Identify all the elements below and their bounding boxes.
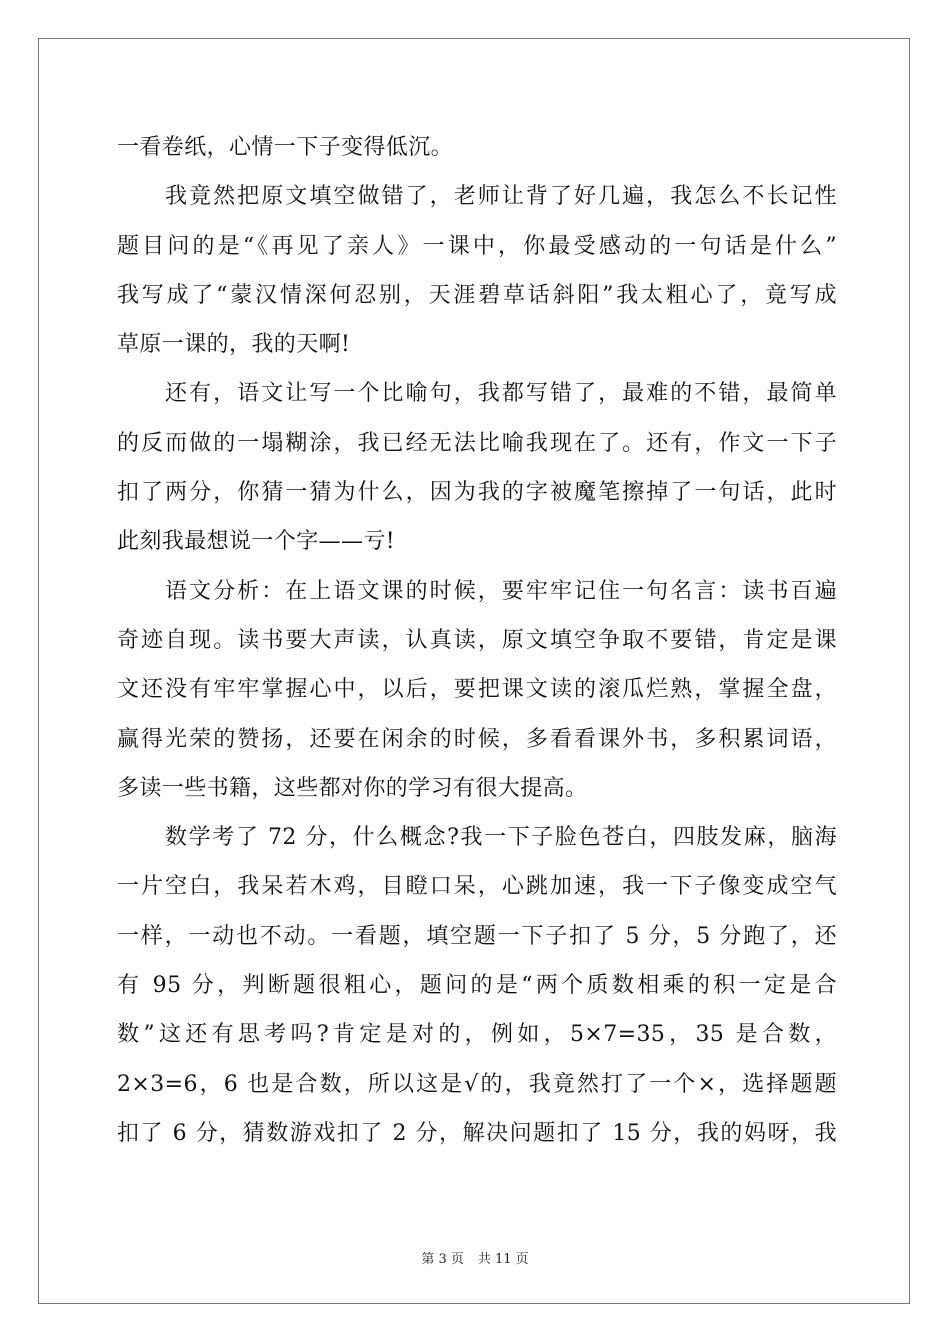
text-line: 一片空白，我呆若木鸡，目瞪口呆，心跳加速，我一下子像变成空气 <box>117 874 837 900</box>
text-line: 赢得光荣的赞扬，还要在闲余的时候，多看看课外书，多积累词语， <box>117 726 837 752</box>
text-line: 扣了两分，你猜一猜为什么，因为我的字被魔笔擦掉了一句话，此时 <box>117 480 837 506</box>
text-line: 我写成了“蒙汉情深何忍别，天涯碧草话斜阳”我太粗心了，竟写成 <box>117 282 837 308</box>
document-body <box>117 123 837 1158</box>
text-line: 草原一课的，我的天啊! <box>117 332 351 358</box>
text-line: 有 95 分，判断题很粗心，题问的是“两个质数相乘的积一定是合 <box>117 973 837 999</box>
text-line: 扣了 6 分，猜数游戏扣了 2 分，解决问题扣了 15 分，我的妈呀，我 <box>117 1120 837 1146</box>
text-line: 题目问的是“《再见了亲人》一课中，你最受感动的一句话是什么” <box>117 233 837 259</box>
page-footer <box>0 1248 950 1267</box>
text-line: 2×3=6，6 也是合数，所以这是√的，我竟然打了一个×，选择题题 <box>117 1071 837 1097</box>
page-total: 共 11 页 <box>477 1252 529 1267</box>
text-line: 我竟然把原文填空做错了，老师让背了好几遍，我怎么不长记性 <box>165 184 837 210</box>
text-line: 多读一些书籍，这些都对你的学习有很大提高。 <box>117 775 588 801</box>
text-line: 文还没有牢牢掌握心中，以后，要把课文读的滚瓜烂熟，掌握全盘， <box>117 677 837 703</box>
page-number: 第 3 页 <box>421 1252 464 1267</box>
text-line: 语文分析：在上语文课的时候，要牢牢记住一句名言：读书百遍 <box>165 578 837 604</box>
text-line: 此刻我最想说一个字——亏! <box>117 529 396 555</box>
text-line: 数学考了 72 分，什么概念?我一下子脸色苍白，四肢发麻，脑海 <box>165 825 837 851</box>
text-line: 还有，语文让写一个比喻句，我都写错了，最难的不错，最简单 <box>165 381 837 407</box>
text-line: 数”这还有思考吗?肯定是对的，例如，5×7=35，35 是合数， <box>117 1022 837 1048</box>
text-line: 的反而做的一塌糊涂，我已经无法比喻我现在了。还有，作文一下子 <box>117 430 837 456</box>
text-line: 奇迹自现。读书要大声读，认真读，原文填空争取不要错，肯定是课 <box>117 627 837 653</box>
text-line: 一样，一动也不动。一看题，填空题一下子扣了 5 分，5 分跑了，还 <box>117 923 837 949</box>
text-line: 一看卷纸，心情一下子变得低沉。 <box>117 135 454 160</box>
